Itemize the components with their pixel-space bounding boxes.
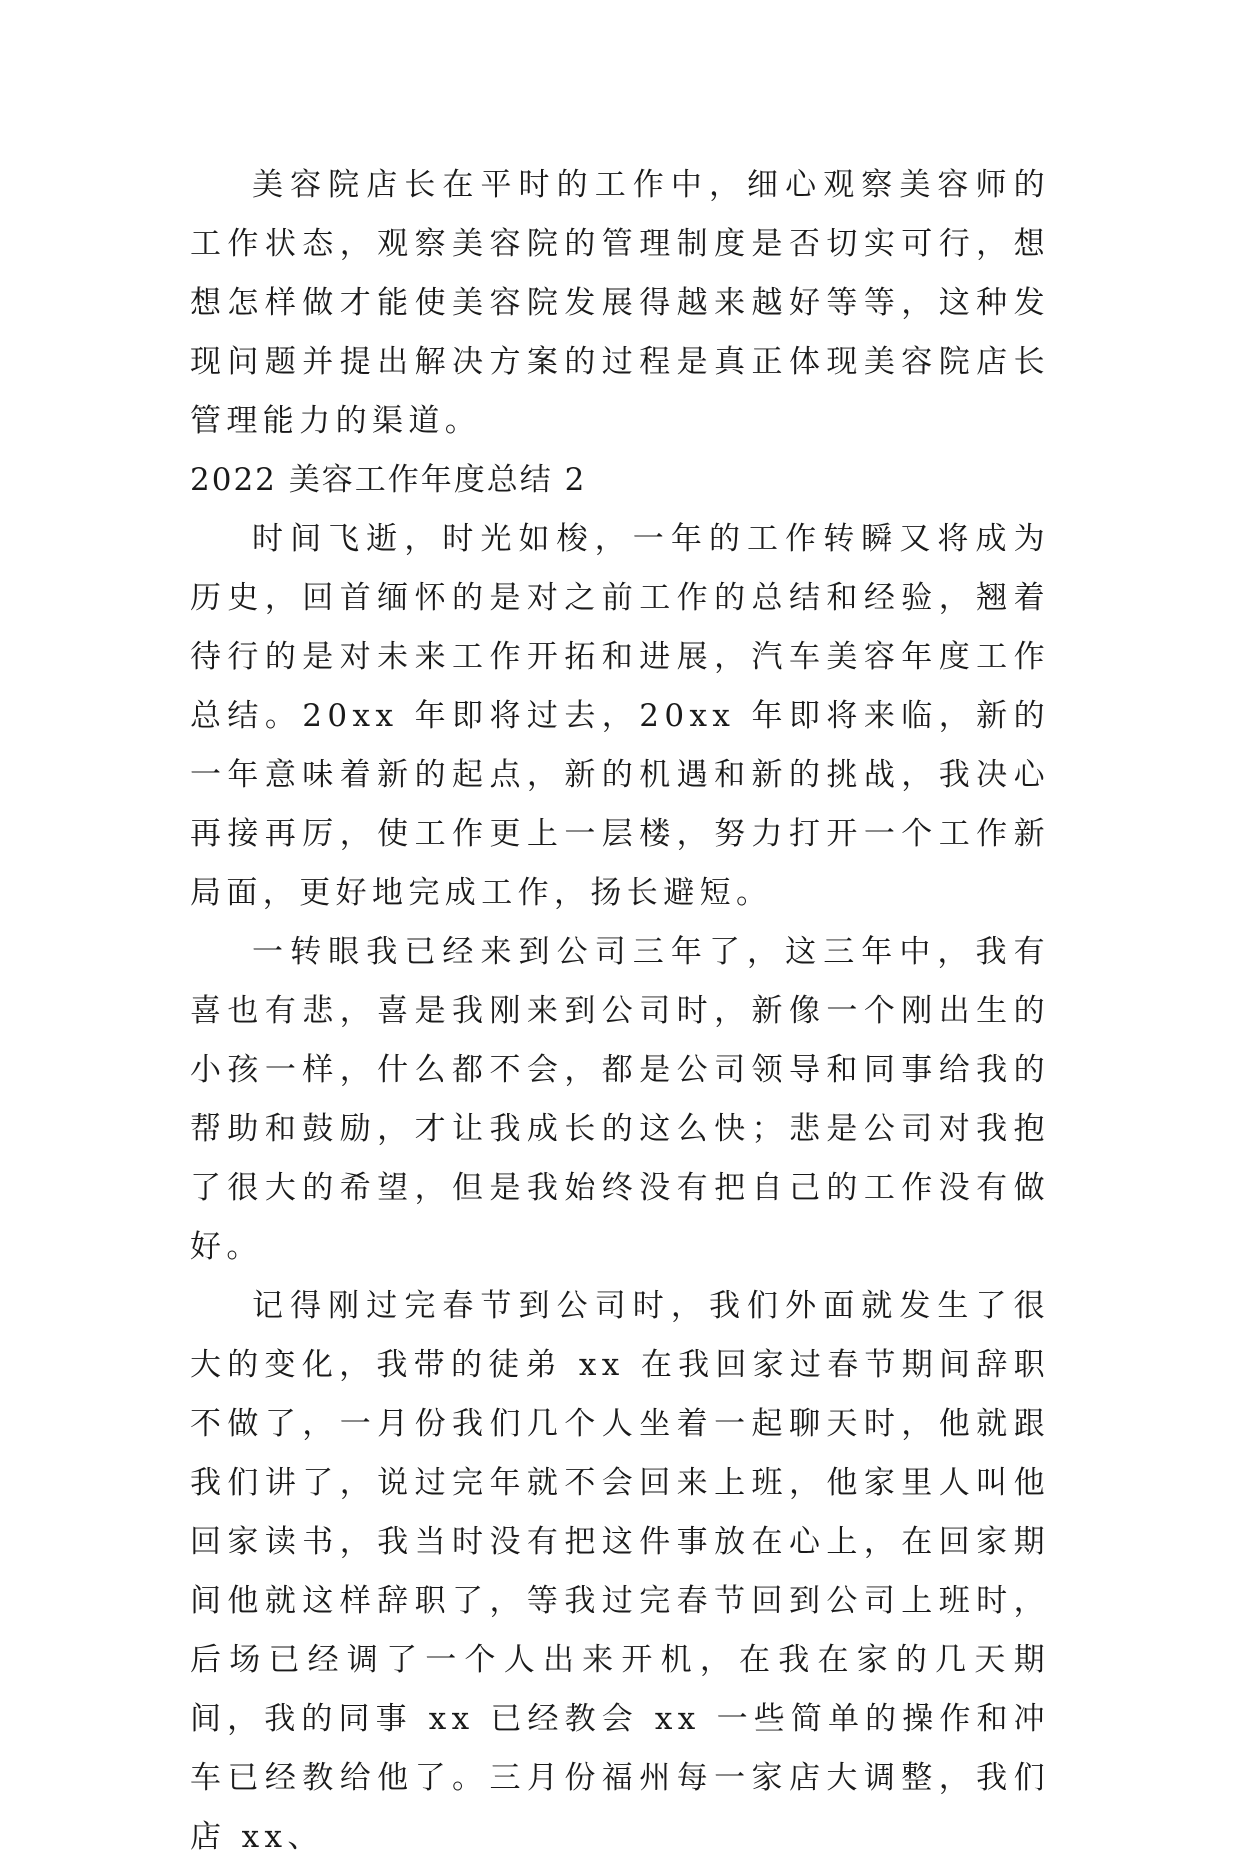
paragraph-store-manager-observation: 美容院店长在平时的工作中，细心观察美容师的工作状态，观察美容院的管理制度是否切实可行，想想怎样做才能使美容院发展得越来越好等等，这种发现问题并提出解决方案的过程是真正体现美容院店长管理能力的渠道。 <box>190 167 1050 439</box>
paragraph-spring-festival-changes: 记得刚过完春节到公司时，我们外面就发生了很大的变化，我带的徒弟 xx 在我回家过春节期间辞职不做了，一月份我们几个人坐着一起聊天时，他就跟我们讲了，说过完年就不会回来上班，他家里人叫他回家读书，我当时没有把这件事放在心上，在回家期间他就这样辞职了，等我过完春节回到公司上班时，后场已经调了一个人出来开机，在我在家的几天期间，我的同事 xx 已经教会 xx 一些简单的操作和冲车已经教给他了。三月份福州每一家店大调整，我们店 xx、 <box>190 1288 1050 1855</box>
section-heading: 2022 美容工作年度总结 2 <box>190 462 587 498</box>
paragraph-three-years-reflection: 一转眼我已经来到公司三年了，这三年中，我有喜也有悲，喜是我刚来到公司时，新像一个刚出生的小孩一样，什么都不会，都是公司领导和同事给我的帮助和鼓励，才让我成长的这么快；悲是公司对我抱了很大的希望，但是我始终没有把自己的工作没有做好。 <box>190 934 1050 1265</box>
paragraph-year-review-intro: 时间飞逝，时光如梭，一年的工作转瞬又将成为历史，回首缅怀的是对之前工作的总结和经验，翘着待行的是对未来工作开拓和进展，汽车美容年度工作总结。20xx 年即将过去，20xx 年即将来临，新的一年意味着新的起点，新的机遇和新的挑战，我决心再接再厉，使工作更上一层楼，努力打开一个工作新局面，更好地完成工作，扬长避短。 <box>190 521 1050 911</box>
document-body <box>190 156 1050 1867</box>
